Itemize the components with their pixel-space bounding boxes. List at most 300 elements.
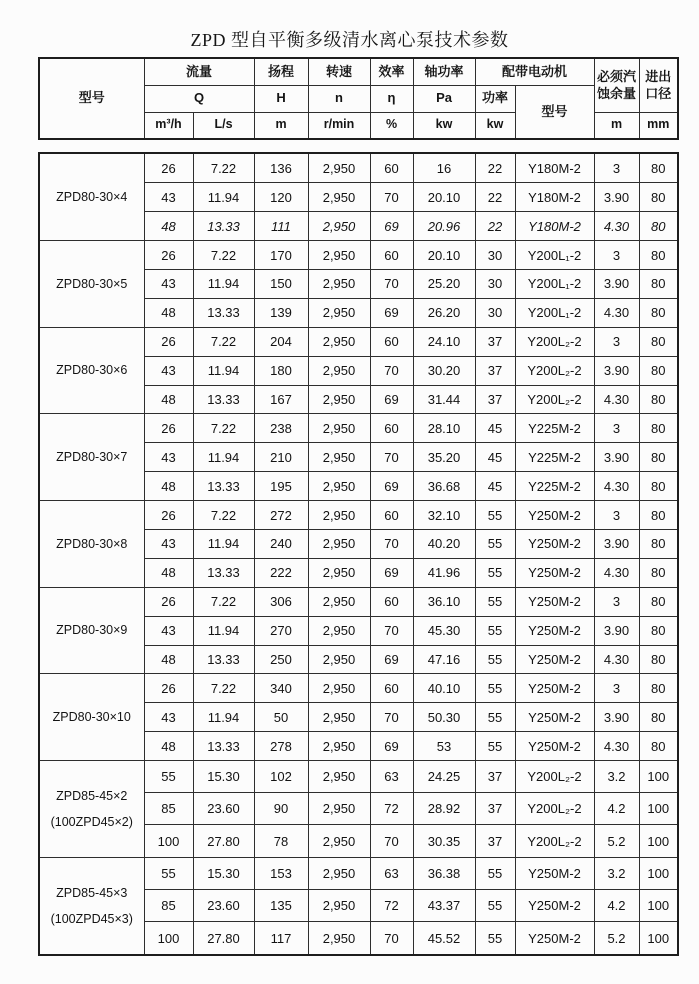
table-cell: 2,950 <box>308 645 370 674</box>
table-cell: 11.94 <box>193 616 254 645</box>
table-cell: Y250M-2 <box>515 674 594 703</box>
table-cell: 3.90 <box>594 183 639 212</box>
table-cell: 55 <box>475 703 515 732</box>
table-cell: 80 <box>639 153 678 183</box>
table-cell: 43 <box>144 356 193 385</box>
table-cell: 37 <box>475 327 515 356</box>
table-cell: Y250M-2 <box>515 587 594 616</box>
table-cell: 15.30 <box>193 761 254 793</box>
table-cell: 48 <box>144 645 193 674</box>
table-cell: 85 <box>144 889 193 921</box>
table-cell: 55 <box>475 889 515 921</box>
table-cell: 210 <box>254 443 308 472</box>
table-cell: 48 <box>144 385 193 414</box>
table-cell: 167 <box>254 385 308 414</box>
col-header-efficiency: 效率 <box>370 58 413 85</box>
table-cell: 3 <box>594 414 639 443</box>
table-cell: Y200L₂-2 <box>515 385 594 414</box>
table-cell: 272 <box>254 501 308 530</box>
table-cell: 7.22 <box>193 414 254 443</box>
table-cell: 195 <box>254 472 308 501</box>
symbol-efficiency: η <box>370 85 413 112</box>
table-cell: 100 <box>144 922 193 955</box>
table-cell: 48 <box>144 212 193 241</box>
table-cell: Y250M-2 <box>515 558 594 587</box>
table-cell: 72 <box>370 793 413 825</box>
table-cell: Y200L₂-2 <box>515 761 594 793</box>
table-cell: 23.60 <box>193 793 254 825</box>
table-cell: 26 <box>144 241 193 270</box>
table-cell: 55 <box>475 587 515 616</box>
page-title: ZPD 型自平衡多级清水离心泵技术参数 <box>190 30 509 50</box>
table-cell: 80 <box>639 414 678 443</box>
table-cell: 37 <box>475 825 515 857</box>
table-cell: 2,950 <box>308 857 370 889</box>
table-row <box>39 414 678 443</box>
symbol-flow: Q <box>144 85 254 112</box>
table-cell: 55 <box>475 857 515 889</box>
table-cell: 55 <box>144 857 193 889</box>
pump-model-cell <box>39 153 144 241</box>
table-cell: 4.2 <box>594 889 639 921</box>
pump-model-line: ZPD85-45×3 <box>56 885 128 900</box>
table-cell: 3.90 <box>594 356 639 385</box>
table-cell: 85 <box>144 793 193 825</box>
table-cell: 31.44 <box>413 385 475 414</box>
col-header-motor: 配带电动机 <box>475 58 594 85</box>
table-cell: 238 <box>254 414 308 443</box>
pump-model-cell <box>39 761 144 858</box>
table-cell: 22 <box>475 212 515 241</box>
table-cell: 28.10 <box>413 414 475 443</box>
table-cell: 25.20 <box>413 269 475 298</box>
table-row <box>39 761 678 793</box>
table-cell: 40.10 <box>413 674 475 703</box>
table-cell: 80 <box>639 269 678 298</box>
table-cell: 4.2 <box>594 793 639 825</box>
table-cell: 80 <box>639 703 678 732</box>
table-row <box>39 587 678 616</box>
table-cell: 2,950 <box>308 825 370 857</box>
table-cell: 2,950 <box>308 327 370 356</box>
table-cell: Y250M-2 <box>515 501 594 530</box>
table-cell: 26 <box>144 501 193 530</box>
table-cell: 36.38 <box>413 857 475 889</box>
table-cell: 2,950 <box>308 529 370 558</box>
table-cell: 2,950 <box>308 922 370 955</box>
pump-model-line: (100ZPD45×3) <box>50 911 133 926</box>
table-cell: 80 <box>639 674 678 703</box>
table-cell: 47.16 <box>413 645 475 674</box>
table-cell: 80 <box>639 645 678 674</box>
table-cell: 26 <box>144 674 193 703</box>
table-cell: 3 <box>594 587 639 616</box>
table-cell: 80 <box>639 587 678 616</box>
table-cell: 7.22 <box>193 241 254 270</box>
pump-model-cell <box>39 414 144 501</box>
table-cell: 2,950 <box>308 587 370 616</box>
table-cell: 2,950 <box>308 153 370 183</box>
table-cell: 278 <box>254 732 308 761</box>
table-cell: 13.33 <box>193 385 254 414</box>
table-cell: 37 <box>475 356 515 385</box>
table-cell: 72 <box>370 889 413 921</box>
table-cell: 26.20 <box>413 298 475 327</box>
pump-model-line: ZPD85-45×2 <box>56 788 128 803</box>
header-table <box>38 57 679 140</box>
table-cell: 4.30 <box>594 212 639 241</box>
table-cell: Y250M-2 <box>515 703 594 732</box>
table-cell: 80 <box>639 558 678 587</box>
table-cell: 37 <box>475 761 515 793</box>
table-cell: 100 <box>639 889 678 921</box>
table-cell: 11.94 <box>193 443 254 472</box>
table-cell: Y250M-2 <box>515 922 594 955</box>
table-cell: 37 <box>475 793 515 825</box>
table-cell: 69 <box>370 385 413 414</box>
table-cell: 45.30 <box>413 616 475 645</box>
table-cell: 36.10 <box>413 587 475 616</box>
pump-model-line: (100ZPD45×2) <box>50 814 133 829</box>
table-cell: 30 <box>475 269 515 298</box>
col-header-model: 型号 <box>39 58 144 139</box>
table-cell: Y200L₂-2 <box>515 793 594 825</box>
table-cell: 69 <box>370 298 413 327</box>
table-cell: 26 <box>144 587 193 616</box>
table-cell: Y200L₁-2 <box>515 269 594 298</box>
table-cell: 26 <box>144 414 193 443</box>
table-cell: 55 <box>475 558 515 587</box>
table-cell: 63 <box>370 857 413 889</box>
pump-model-line: ZPD80-30×10 <box>52 710 131 725</box>
table-cell: 20.96 <box>413 212 475 241</box>
table-cell: Y200L₂-2 <box>515 356 594 385</box>
pump-model-cell <box>39 241 144 328</box>
table-cell: 11.94 <box>193 703 254 732</box>
table-cell: 60 <box>370 414 413 443</box>
table-cell: 20.10 <box>413 241 475 270</box>
table-row <box>39 241 678 270</box>
table-cell: 80 <box>639 501 678 530</box>
table-cell: 26 <box>144 153 193 183</box>
table-cell: 4.30 <box>594 385 639 414</box>
table-cell: 27.80 <box>193 825 254 857</box>
table-cell: 80 <box>639 472 678 501</box>
table-cell: 153 <box>254 857 308 889</box>
table-cell: 180 <box>254 356 308 385</box>
table-cell: 24.10 <box>413 327 475 356</box>
table-cell: 70 <box>370 616 413 645</box>
table-cell: 43 <box>144 703 193 732</box>
table-cell: 22 <box>475 183 515 212</box>
table-cell: Y200L₂-2 <box>515 825 594 857</box>
table-cell: 204 <box>254 327 308 356</box>
table-cell: 2,950 <box>308 385 370 414</box>
table-cell: 23.60 <box>193 889 254 921</box>
table-cell: 13.33 <box>193 472 254 501</box>
table-cell: 80 <box>639 241 678 270</box>
table-cell: 80 <box>639 529 678 558</box>
table-cell: 2,950 <box>308 889 370 921</box>
col-header-head: 扬程 <box>254 58 308 85</box>
table-cell: 45 <box>475 472 515 501</box>
table-cell: 13.33 <box>193 298 254 327</box>
table-cell: 50.30 <box>413 703 475 732</box>
table-cell: 11.94 <box>193 183 254 212</box>
table-cell: 2,950 <box>308 558 370 587</box>
table-cell: Y250M-2 <box>515 857 594 889</box>
pump-model-cell <box>39 587 144 674</box>
table-cell: 3.2 <box>594 857 639 889</box>
pump-model-line: ZPD80-30×9 <box>56 623 128 638</box>
table-cell: Y250M-2 <box>515 889 594 921</box>
npsh-label-line1: 必须汽 <box>597 68 637 84</box>
table-cell: 27.80 <box>193 922 254 955</box>
table-cell: 60 <box>370 674 413 703</box>
table-cell: 100 <box>639 793 678 825</box>
table-cell: 30 <box>475 298 515 327</box>
table-cell: Y225M-2 <box>515 472 594 501</box>
table-cell: 13.33 <box>193 558 254 587</box>
col-header-motor-model: 型号 <box>515 85 594 139</box>
table-cell: 78 <box>254 825 308 857</box>
table-cell: 43 <box>144 269 193 298</box>
table-cell: Y250M-2 <box>515 529 594 558</box>
table-cell: 69 <box>370 645 413 674</box>
table-cell: 120 <box>254 183 308 212</box>
table-cell: 4.30 <box>594 645 639 674</box>
table-cell: 100 <box>144 825 193 857</box>
col-header-shaft-power: 轴功率 <box>413 58 475 85</box>
table-cell: 4.30 <box>594 472 639 501</box>
table-cell: 22 <box>475 153 515 183</box>
table-cell: 35.20 <box>413 443 475 472</box>
table-cell: 11.94 <box>193 356 254 385</box>
unit-speed: r/min <box>308 112 370 139</box>
table-cell: 69 <box>370 732 413 761</box>
table-cell: 2,950 <box>308 183 370 212</box>
table-cell: Y225M-2 <box>515 414 594 443</box>
table-cell: 3.2 <box>594 761 639 793</box>
table-cell: 170 <box>254 241 308 270</box>
table-cell: 60 <box>370 587 413 616</box>
table-cell: 80 <box>639 298 678 327</box>
table-cell: 80 <box>639 183 678 212</box>
col-header-speed: 转速 <box>308 58 370 85</box>
table-cell: 100 <box>639 922 678 955</box>
table-cell: 4.30 <box>594 558 639 587</box>
table-cell: 2,950 <box>308 793 370 825</box>
pump-model-line: ZPD80-30×5 <box>56 276 128 291</box>
pump-model-cell <box>39 674 144 761</box>
unit-shaft-power: kw <box>413 112 475 139</box>
table-cell: 70 <box>370 183 413 212</box>
port-label-line2: 口径 <box>645 86 672 102</box>
table-cell: 20.10 <box>413 183 475 212</box>
table-cell: 117 <box>254 922 308 955</box>
table-cell: 2,950 <box>308 298 370 327</box>
table-cell: 40.20 <box>413 529 475 558</box>
table-cell: 11.94 <box>193 269 254 298</box>
table-cell: 55 <box>475 732 515 761</box>
table-cell: 48 <box>144 472 193 501</box>
table-cell: 80 <box>639 327 678 356</box>
table-cell: 55 <box>475 645 515 674</box>
table-cell: 26 <box>144 327 193 356</box>
table-cell: 100 <box>639 761 678 793</box>
table-cell: 2,950 <box>308 269 370 298</box>
table-cell: 60 <box>370 153 413 183</box>
unit-npsh: m <box>594 112 639 139</box>
pump-model-cell <box>39 327 144 414</box>
table-cell: 28.92 <box>413 793 475 825</box>
table-cell: 32.10 <box>413 501 475 530</box>
table-cell: 69 <box>370 472 413 501</box>
symbol-head: H <box>254 85 308 112</box>
table-cell: 48 <box>144 298 193 327</box>
table-cell: 5.2 <box>594 922 639 955</box>
table-cell: 250 <box>254 645 308 674</box>
table-cell: 45 <box>475 414 515 443</box>
table-cell: 306 <box>254 587 308 616</box>
table-cell: 13.33 <box>193 212 254 241</box>
npsh-label-line2: 蚀余量 <box>597 86 637 102</box>
table-cell: 3 <box>594 501 639 530</box>
table-cell: 3 <box>594 153 639 183</box>
unit-port: mm <box>639 112 678 139</box>
table-cell: 43.37 <box>413 889 475 921</box>
table-cell: 3.90 <box>594 529 639 558</box>
table-cell: Y180M-2 <box>515 183 594 212</box>
table-cell: 2,950 <box>308 443 370 472</box>
table-cell: 80 <box>639 732 678 761</box>
table-cell: 100 <box>639 857 678 889</box>
table-cell: 70 <box>370 825 413 857</box>
unit-motor-power: kw <box>475 112 515 139</box>
port-label-line1: 进出 <box>645 68 672 84</box>
table-cell: 30 <box>475 241 515 270</box>
table-cell: 80 <box>639 385 678 414</box>
table-cell: Y250M-2 <box>515 616 594 645</box>
table-cell: 50 <box>254 703 308 732</box>
table-cell: 70 <box>370 443 413 472</box>
data-table-body <box>39 153 678 955</box>
table-cell: 11.94 <box>193 529 254 558</box>
pump-model-cell <box>39 857 144 955</box>
table-cell: 2,950 <box>308 472 370 501</box>
table-cell: 55 <box>475 529 515 558</box>
table-cell: 15.30 <box>193 857 254 889</box>
col-header-npsh <box>594 58 639 112</box>
table-cell: 7.22 <box>193 327 254 356</box>
table-cell: 60 <box>370 501 413 530</box>
table-cell: 3 <box>594 674 639 703</box>
table-cell: 45 <box>475 443 515 472</box>
table-cell: 3 <box>594 327 639 356</box>
table-cell: 60 <box>370 241 413 270</box>
table-cell: 5.2 <box>594 825 639 857</box>
table-cell: 2,950 <box>308 616 370 645</box>
pump-model-line: ZPD80-30×4 <box>56 189 128 204</box>
table-cell: 13.33 <box>193 732 254 761</box>
col-header-motor-power: 功率 <box>475 85 515 112</box>
table-cell: 48 <box>144 732 193 761</box>
table-cell: 43 <box>144 616 193 645</box>
table-cell: 69 <box>370 558 413 587</box>
table-cell: 70 <box>370 703 413 732</box>
data-table <box>38 152 679 956</box>
table-cell: 2,950 <box>308 356 370 385</box>
unit-flow-ls: L/s <box>193 112 254 139</box>
table-cell: 80 <box>639 616 678 645</box>
table-cell: 270 <box>254 616 308 645</box>
table-cell: 55 <box>475 501 515 530</box>
table-cell: 55 <box>475 922 515 955</box>
table-cell: 2,950 <box>308 703 370 732</box>
table-cell: 240 <box>254 529 308 558</box>
table-row <box>39 857 678 889</box>
symbol-speed: n <box>308 85 370 112</box>
table-cell: Y225M-2 <box>515 443 594 472</box>
table-cell: 3.90 <box>594 703 639 732</box>
table-cell: Y200L₂-2 <box>515 327 594 356</box>
table-row <box>39 674 678 703</box>
table-cell: 70 <box>370 269 413 298</box>
table-cell: Y250M-2 <box>515 645 594 674</box>
table-cell: 2,950 <box>308 414 370 443</box>
table-cell: 2,950 <box>308 212 370 241</box>
table-cell: 48 <box>144 558 193 587</box>
table-cell: 55 <box>144 761 193 793</box>
table-cell: 16 <box>413 153 475 183</box>
table-cell: Y180M-2 <box>515 212 594 241</box>
table-cell: 139 <box>254 298 308 327</box>
table-cell: 53 <box>413 732 475 761</box>
table-cell: 90 <box>254 793 308 825</box>
table-cell: 136 <box>254 153 308 183</box>
table-cell: 100 <box>639 825 678 857</box>
table-cell: 7.22 <box>193 501 254 530</box>
table-cell: 2,950 <box>308 501 370 530</box>
table-cell: 70 <box>370 922 413 955</box>
table-cell: 7.22 <box>193 674 254 703</box>
table-cell: 135 <box>254 889 308 921</box>
table-cell: 30.20 <box>413 356 475 385</box>
unit-head: m <box>254 112 308 139</box>
table-cell: 222 <box>254 558 308 587</box>
table-row <box>39 153 678 183</box>
table-cell: 55 <box>475 674 515 703</box>
col-header-flow: 流量 <box>144 58 254 85</box>
table-cell: 55 <box>475 616 515 645</box>
table-cell: 37 <box>475 385 515 414</box>
table-cell: 69 <box>370 212 413 241</box>
table-cell: 3.90 <box>594 269 639 298</box>
table-cell: Y200L₁-2 <box>515 241 594 270</box>
table-cell: 2,950 <box>308 241 370 270</box>
pump-model-cell <box>39 501 144 588</box>
table-cell: 111 <box>254 212 308 241</box>
table-cell: 43 <box>144 443 193 472</box>
table-cell: 60 <box>370 327 413 356</box>
table-cell: 36.68 <box>413 472 475 501</box>
table-cell: 80 <box>639 212 678 241</box>
table-cell: 2,950 <box>308 674 370 703</box>
table-cell: 2,950 <box>308 761 370 793</box>
unit-efficiency: % <box>370 112 413 139</box>
table-cell: 80 <box>639 356 678 385</box>
pump-model-line: ZPD80-30×7 <box>56 450 128 465</box>
